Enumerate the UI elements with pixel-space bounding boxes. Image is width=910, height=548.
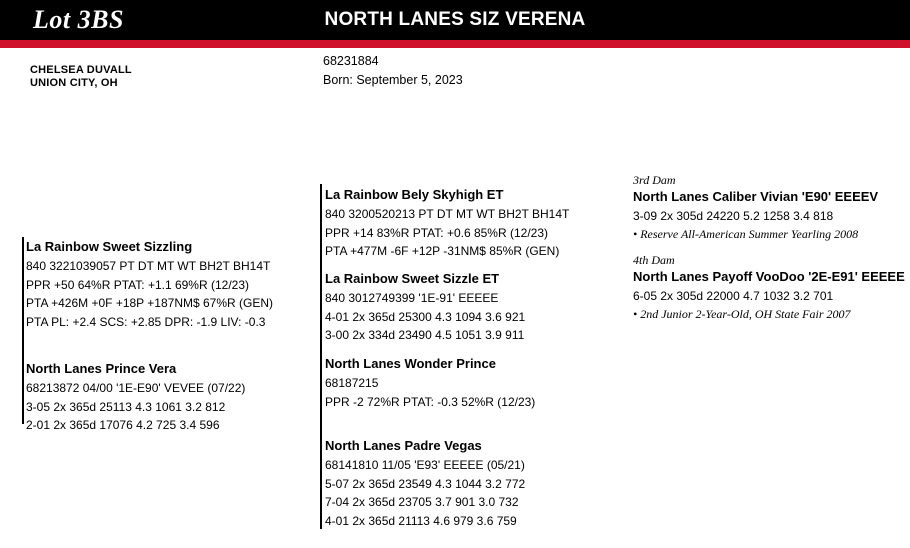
sire-dam-block — [325, 270, 525, 345]
maternal-grandsire-line: PTA +477M -6F +12P -31NM$ 85%R (GEN) — [325, 244, 560, 258]
sire-line: PPR +50 64%R PTAT: +1.1 69%R (12/23) — [26, 277, 250, 292]
second-dam-name: North Lanes Padre Vegas — [325, 438, 482, 453]
fourth-dam-note: • 2nd Junior 2-Year-Old, OH State Fair 2007 — [633, 306, 851, 321]
dam-line: 2-01 2x 365d 17076 4.2 725 3.4 596 — [26, 418, 220, 432]
birth-date: Born: September 5, 2023 — [323, 73, 463, 87]
third-dam-line: 3-09 2x 305d 24220 5.2 1258 3.4 818 — [633, 209, 834, 223]
consignor-location: UNION CITY, OH — [30, 77, 118, 89]
left-column-rule — [22, 237, 24, 424]
dam-sire-line: PPR -2 72%R PTAT: -0.3 52%R (12/23) — [325, 394, 536, 409]
sire-name: La Rainbow Sweet Sizzling — [26, 239, 193, 254]
dam-sire-line: 68187215 — [325, 376, 379, 390]
second-dam-block — [325, 437, 525, 530]
dam-line: 3-05 2x 365d 25113 4.3 1061 3.2 812 — [26, 399, 226, 414]
fourth-dam-block — [633, 252, 905, 323]
second-dam-line: 68141810 11/05 'E93' EEEEE (05/21) — [325, 458, 525, 472]
maternal-grandsire-name: La Rainbow Bely Skyhigh ET — [325, 187, 504, 202]
dam-line: 68213872 04/00 '1E-E90' VEVEE (07/22) — [26, 381, 246, 395]
sire-dam-name: La Rainbow Sweet Sizzle ET — [325, 271, 500, 286]
dam-name: North Lanes Prince Vera — [26, 361, 177, 376]
middle-column-rule — [320, 184, 322, 529]
third-dam-name: North Lanes Caliber Vivian 'E90' EEEEV — [633, 189, 879, 204]
fourth-dam-label: 4th Dam — [633, 253, 675, 267]
third-dam-note: • Reserve All-American Summer Yearling 2008 — [633, 226, 859, 241]
consignor-name: CHELSEA DUVALL — [30, 64, 132, 76]
registration-block — [323, 52, 463, 90]
sire-line: PTA +426M +0F +18P +187NM$ 67%R (GEN) — [26, 296, 274, 310]
lot-number: Lot 3BS — [33, 5, 124, 34]
maternal-grandsire-block — [325, 186, 569, 261]
sire-block — [26, 238, 273, 331]
registration-id: 68231884 — [323, 54, 379, 68]
header-red-rule — [0, 40, 910, 48]
second-dam-line: 5-07 2x 365d 23549 4.3 1044 3.2 772 — [325, 476, 526, 491]
maternal-grandsire-line: PPR +14 83%R PTAT: +0.6 85%R (12/23) — [325, 225, 549, 240]
sire-dam-line: 3-00 2x 334d 23490 4.5 1051 3.9 911 — [325, 328, 525, 342]
sire-dam-line: 840 3012749399 '1E-91' EEEEE — [325, 291, 499, 305]
dam-sire-block — [325, 355, 535, 411]
sire-line: PTA PL: +2.4 SCS: +2.85 DPR: -1.9 LIV: -0.3 — [26, 314, 266, 329]
second-dam-line: 7-04 2x 365d 23705 3.7 901 3.0 732 — [325, 495, 519, 509]
third-dam-block — [633, 172, 878, 243]
dam-block — [26, 360, 245, 435]
sire-line: 840 3221039057 PT DT MT WT BH2T BH14T — [26, 259, 271, 273]
page-title: NORTH LANES SIZ VERENA — [324, 9, 586, 30]
fourth-dam-line: 6-05 2x 305d 22000 4.7 1032 3.2 701 — [633, 289, 834, 303]
consignor-block — [30, 64, 132, 90]
maternal-grandsire-line: 840 3200520213 PT DT MT WT BH2T BH14T — [325, 207, 570, 221]
second-dam-line: 4-01 2x 365d 21113 4.6 979 3.6 759 — [325, 513, 517, 528]
sire-dam-line: 4-01 2x 365d 25300 4.3 1094 3.6 921 — [325, 309, 526, 324]
third-dam-label: 3rd Dam — [633, 173, 676, 187]
dam-sire-name: North Lanes Wonder Prince — [325, 356, 496, 371]
page-header — [0, 0, 910, 48]
fourth-dam-name: North Lanes Payoff VooDoo '2E-E91' EEEEE — [633, 269, 905, 284]
